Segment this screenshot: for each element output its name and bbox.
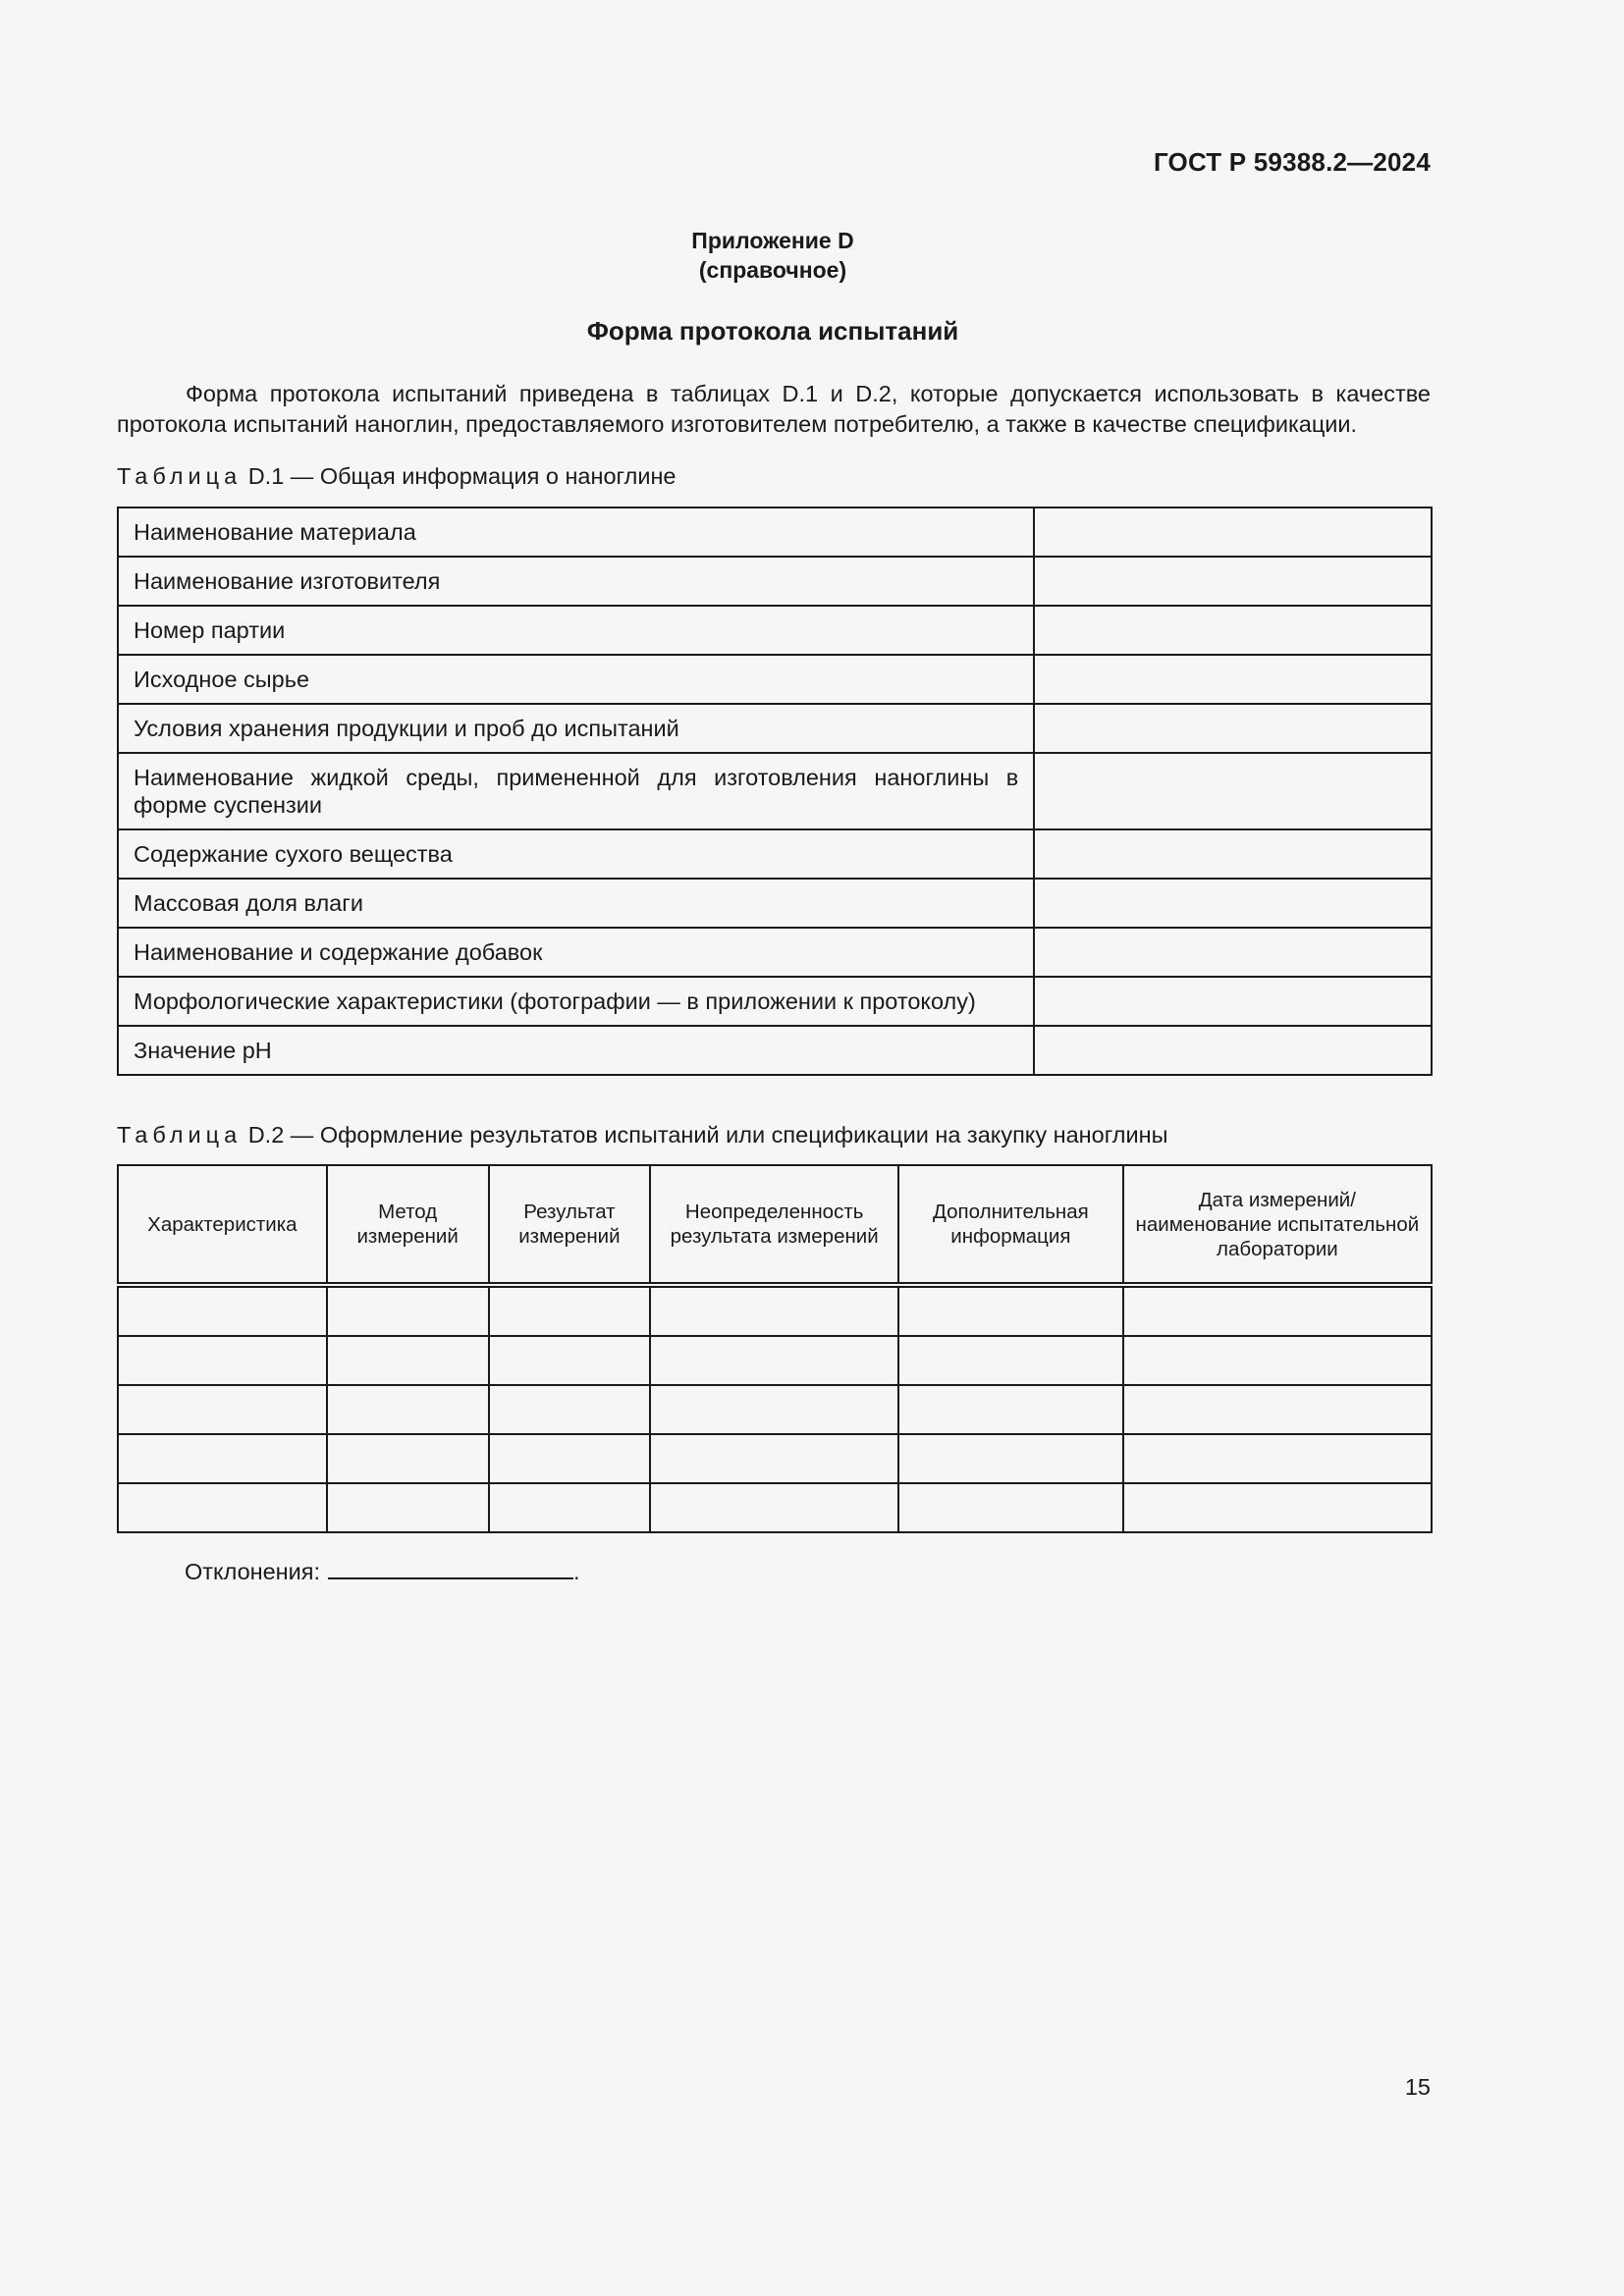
empty-cell[interactable]	[327, 1434, 489, 1483]
empty-cell[interactable]	[650, 1285, 898, 1336]
header-row	[118, 1165, 1432, 1285]
value-cell[interactable]	[1034, 829, 1432, 879]
column-header-additional-info: Дополнительная информация	[898, 1165, 1123, 1285]
empty-cell[interactable]	[327, 1285, 489, 1336]
empty-cell[interactable]	[1123, 1336, 1432, 1385]
empty-cell[interactable]	[898, 1336, 1123, 1385]
table2-caption-prefix: Таблица	[117, 1122, 243, 1148]
row-label: Условия хранения продукции и проб до испытаний	[118, 704, 1034, 753]
table-row	[118, 1285, 1432, 1336]
empty-cell[interactable]	[489, 1434, 651, 1483]
empty-cell[interactable]	[489, 1285, 651, 1336]
row-label: Содержание сухого вещества	[118, 829, 1034, 879]
table2-caption-text: D.2 — Оформление результатов испытаний или спецификации на закупку наноглины	[247, 1122, 1168, 1148]
empty-cell[interactable]	[489, 1483, 651, 1532]
table-row	[118, 829, 1432, 879]
empty-cell[interactable]	[118, 1483, 327, 1532]
empty-cell[interactable]	[118, 1336, 327, 1385]
appendix-heading	[0, 226, 1545, 285]
table2-caption	[117, 1122, 1167, 1148]
row-label: Наименование жидкой среды, примененной для изготовления наноглины в форме суспензии	[118, 753, 1034, 829]
empty-cell[interactable]	[650, 1385, 898, 1434]
empty-cell[interactable]	[327, 1385, 489, 1434]
empty-cell[interactable]	[118, 1285, 327, 1336]
table1-caption	[117, 463, 677, 490]
empty-cell[interactable]	[650, 1336, 898, 1385]
column-header-uncertainty: Неопределенность результата измерений	[650, 1165, 898, 1285]
value-cell[interactable]	[1034, 928, 1432, 977]
row-label: Исходное сырье	[118, 655, 1034, 704]
value-cell[interactable]	[1034, 704, 1432, 753]
value-cell[interactable]	[1034, 507, 1432, 557]
column-header-date-lab: Дата измерений/ наименование испытательной лаборатории	[1123, 1165, 1432, 1285]
appendix-note: (справочное)	[698, 257, 847, 283]
value-cell[interactable]	[1034, 1026, 1432, 1075]
value-cell[interactable]	[1034, 655, 1432, 704]
empty-cell[interactable]	[1123, 1483, 1432, 1532]
form-title: Форма протокола испытаний	[586, 316, 959, 346]
empty-cell[interactable]	[327, 1483, 489, 1532]
empty-cell[interactable]	[118, 1434, 327, 1483]
table-row	[118, 1336, 1432, 1385]
table-row	[118, 879, 1432, 928]
table-row	[118, 655, 1432, 704]
table-row	[118, 1385, 1432, 1434]
table-row	[118, 1434, 1432, 1483]
table-row	[118, 928, 1432, 977]
deviations-blank-field[interactable]	[328, 1554, 573, 1579]
row-label: Морфологические характеристики (фотографии — в приложении к протоколу)	[118, 977, 1034, 1026]
empty-cell[interactable]	[898, 1385, 1123, 1434]
row-label: Наименование материала	[118, 507, 1034, 557]
row-label: Номер партии	[118, 606, 1034, 655]
value-cell[interactable]	[1034, 879, 1432, 928]
results-body	[118, 1285, 1432, 1532]
table-row	[118, 977, 1432, 1026]
intro-paragraph: Форма протокола испытаний приведена в таблицах D.1 и D.2, которые допускается использовать в качестве протокола испытаний наноглин, предоставляемого изготовителем потребителю, а также в качестве спецификации.	[117, 381, 1431, 437]
column-header-result: Результат измерений	[489, 1165, 651, 1285]
empty-cell[interactable]	[1123, 1434, 1432, 1483]
table-row	[118, 507, 1432, 557]
column-header-method: Метод измерений	[327, 1165, 489, 1285]
value-cell[interactable]	[1034, 753, 1432, 829]
empty-cell[interactable]	[898, 1483, 1123, 1532]
deviations-line	[185, 1554, 580, 1585]
value-cell[interactable]	[1034, 606, 1432, 655]
empty-cell[interactable]	[898, 1434, 1123, 1483]
empty-cell[interactable]	[1123, 1285, 1432, 1336]
general-info-table	[117, 507, 1433, 1076]
deviations-suffix: .	[573, 1559, 580, 1584]
empty-cell[interactable]	[489, 1336, 651, 1385]
results-table	[117, 1164, 1433, 1533]
empty-cell[interactable]	[898, 1285, 1123, 1336]
table1-caption-prefix: Таблица	[117, 463, 243, 489]
deviations-label: Отклонения:	[185, 1559, 321, 1584]
row-label: Наименование и содержание добавок	[118, 928, 1034, 977]
table-row	[118, 1483, 1432, 1532]
value-cell[interactable]	[1034, 557, 1432, 606]
empty-cell[interactable]	[1123, 1385, 1432, 1434]
empty-cell[interactable]	[327, 1336, 489, 1385]
empty-cell[interactable]	[650, 1434, 898, 1483]
table-row	[118, 1026, 1432, 1075]
table-row	[118, 704, 1432, 753]
row-label: Наименование изготовителя	[118, 557, 1034, 606]
column-header-characteristic: Характеристика	[118, 1165, 327, 1285]
page-number: 15	[1404, 2074, 1431, 2100]
table-row	[118, 557, 1432, 606]
row-label: Значение pH	[118, 1026, 1034, 1075]
document-id: ГОСТ Р 59388.2—2024	[1153, 147, 1431, 177]
table1-caption-text: D.1 — Общая информация о наноглине	[247, 463, 677, 489]
table-row	[118, 753, 1432, 829]
table-row	[118, 606, 1432, 655]
empty-cell[interactable]	[489, 1385, 651, 1434]
empty-cell[interactable]	[118, 1385, 327, 1434]
empty-cell[interactable]	[650, 1483, 898, 1532]
appendix-title: Приложение D	[691, 228, 854, 253]
row-label: Массовая доля влаги	[118, 879, 1034, 928]
value-cell[interactable]	[1034, 977, 1432, 1026]
